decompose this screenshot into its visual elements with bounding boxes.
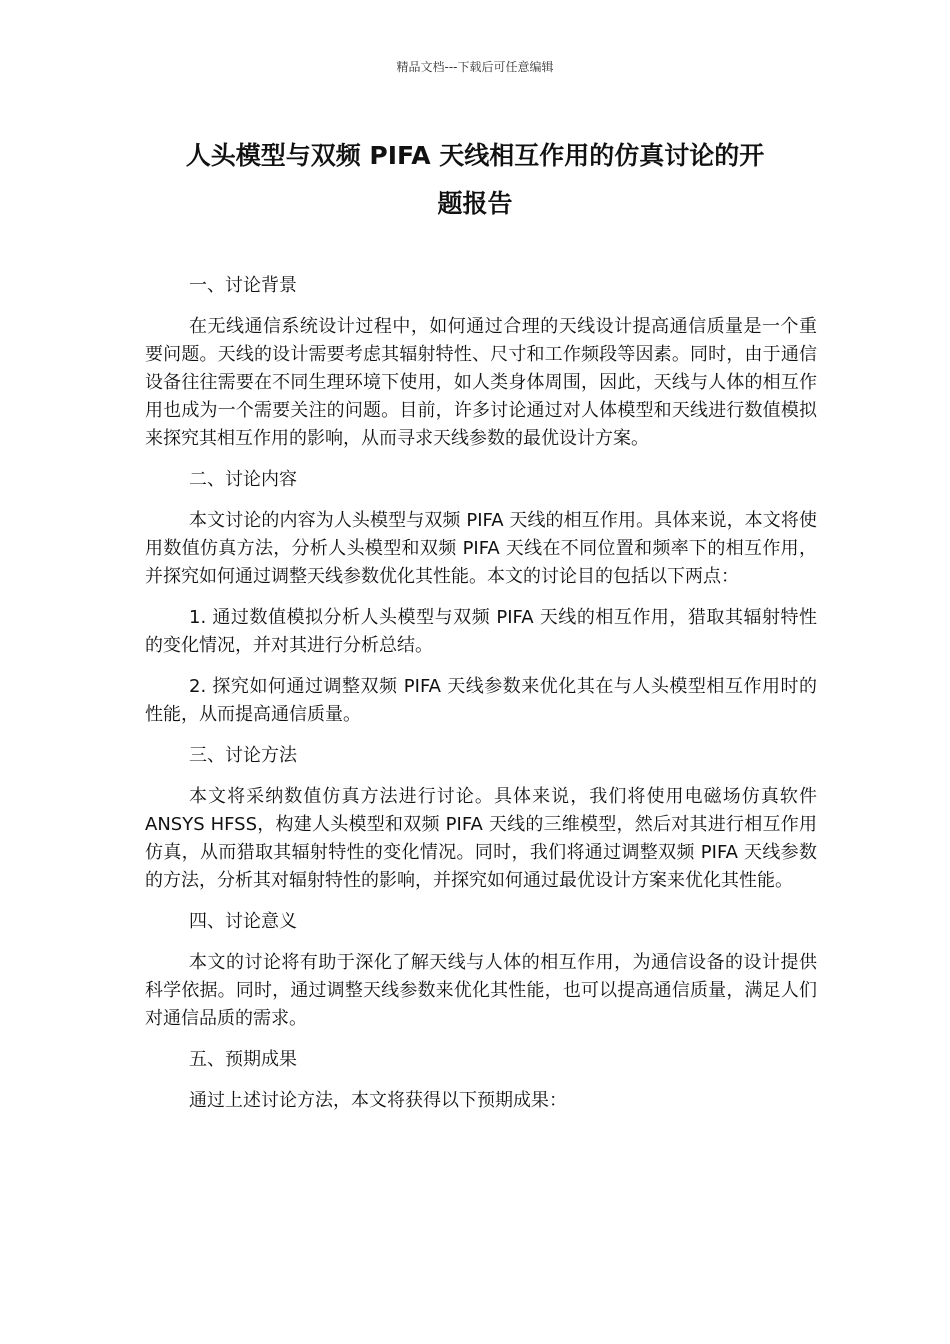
page-header: 精品文档---下载后可任意编辑	[396, 60, 554, 74]
section-heading-background: 一、讨论背景	[189, 275, 297, 296]
paragraph-expected-results: 通过上述讨论方法，本文将获得以下预期成果：	[189, 1090, 567, 1111]
list-item-goal-2: 2. 探究如何通过调整双频 PIFA 天线参数来优化其在与人头模型相互作用时的性能，从而提高通信质量。	[145, 676, 817, 725]
document-title	[140, 132, 810, 228]
document-title-line-2: 题报告	[437, 189, 513, 218]
document-body	[145, 272, 817, 1128]
paragraph-method: 本文将采纳数值仿真方法进行讨论。具体来说，我们将使用电磁场仿真软件 ANSYS HFSS，构建人头模型和双频 PIFA 天线的三维模型，然后对其进行相互作用仿真，从而猎取其辐射特性的变化情况。同时，我们将通过调整双频 PIFA 天线参数的方法，分析其对辐射特性的影响，并探究如何通过最优设计方案来优化其性能。	[145, 786, 817, 891]
list-item-goal-1: 1. 通过数值模拟分析人头模型与双频 PIFA 天线的相互作用，猎取其辐射特性的变化情况，并对其进行分析总结。	[145, 607, 817, 656]
paragraph-background: 在无线通信系统设计过程中，如何通过合理的天线设计提高通信质量是一个重要问题。天线的设计需要考虑其辐射特性、尺寸和工作频段等因素。同时，由于通信设备往往需要在不同生理环境下使用，如人类身体周围，因此，天线与人体的相互作用也成为一个需要关注的问题。目前，许多讨论通过对人体模型和天线进行数值模拟来探究其相互作用的影响，从而寻求天线参数的最优设计方案。	[145, 316, 817, 449]
paragraph-content-intro: 本文讨论的内容为人头模型与双频 PIFA 天线的相互作用。具体来说，本文将使用数值仿真方法，分析人头模型和双频 PIFA 天线在不同位置和频率下的相互作用，并探究如何通过调整天线参数优化其性能。本文的讨论目的包括以下两点：	[145, 510, 817, 587]
paragraph-significance: 本文的讨论将有助于深化了解天线与人体的相互作用，为通信设备的设计提供科学依据。同时，通过调整天线参数来优化其性能，也可以提高通信质量，满足人们对通信品质的需求。	[145, 952, 817, 1029]
section-heading-content: 二、讨论内容	[189, 469, 297, 490]
section-heading-expected-results: 五、预期成果	[189, 1049, 297, 1070]
section-heading-significance: 四、讨论意义	[189, 911, 297, 932]
section-heading-method: 三、讨论方法	[189, 745, 297, 766]
document-title-line-1: 人头模型与双频 PIFA 天线相互作用的仿真讨论的开	[185, 141, 765, 170]
